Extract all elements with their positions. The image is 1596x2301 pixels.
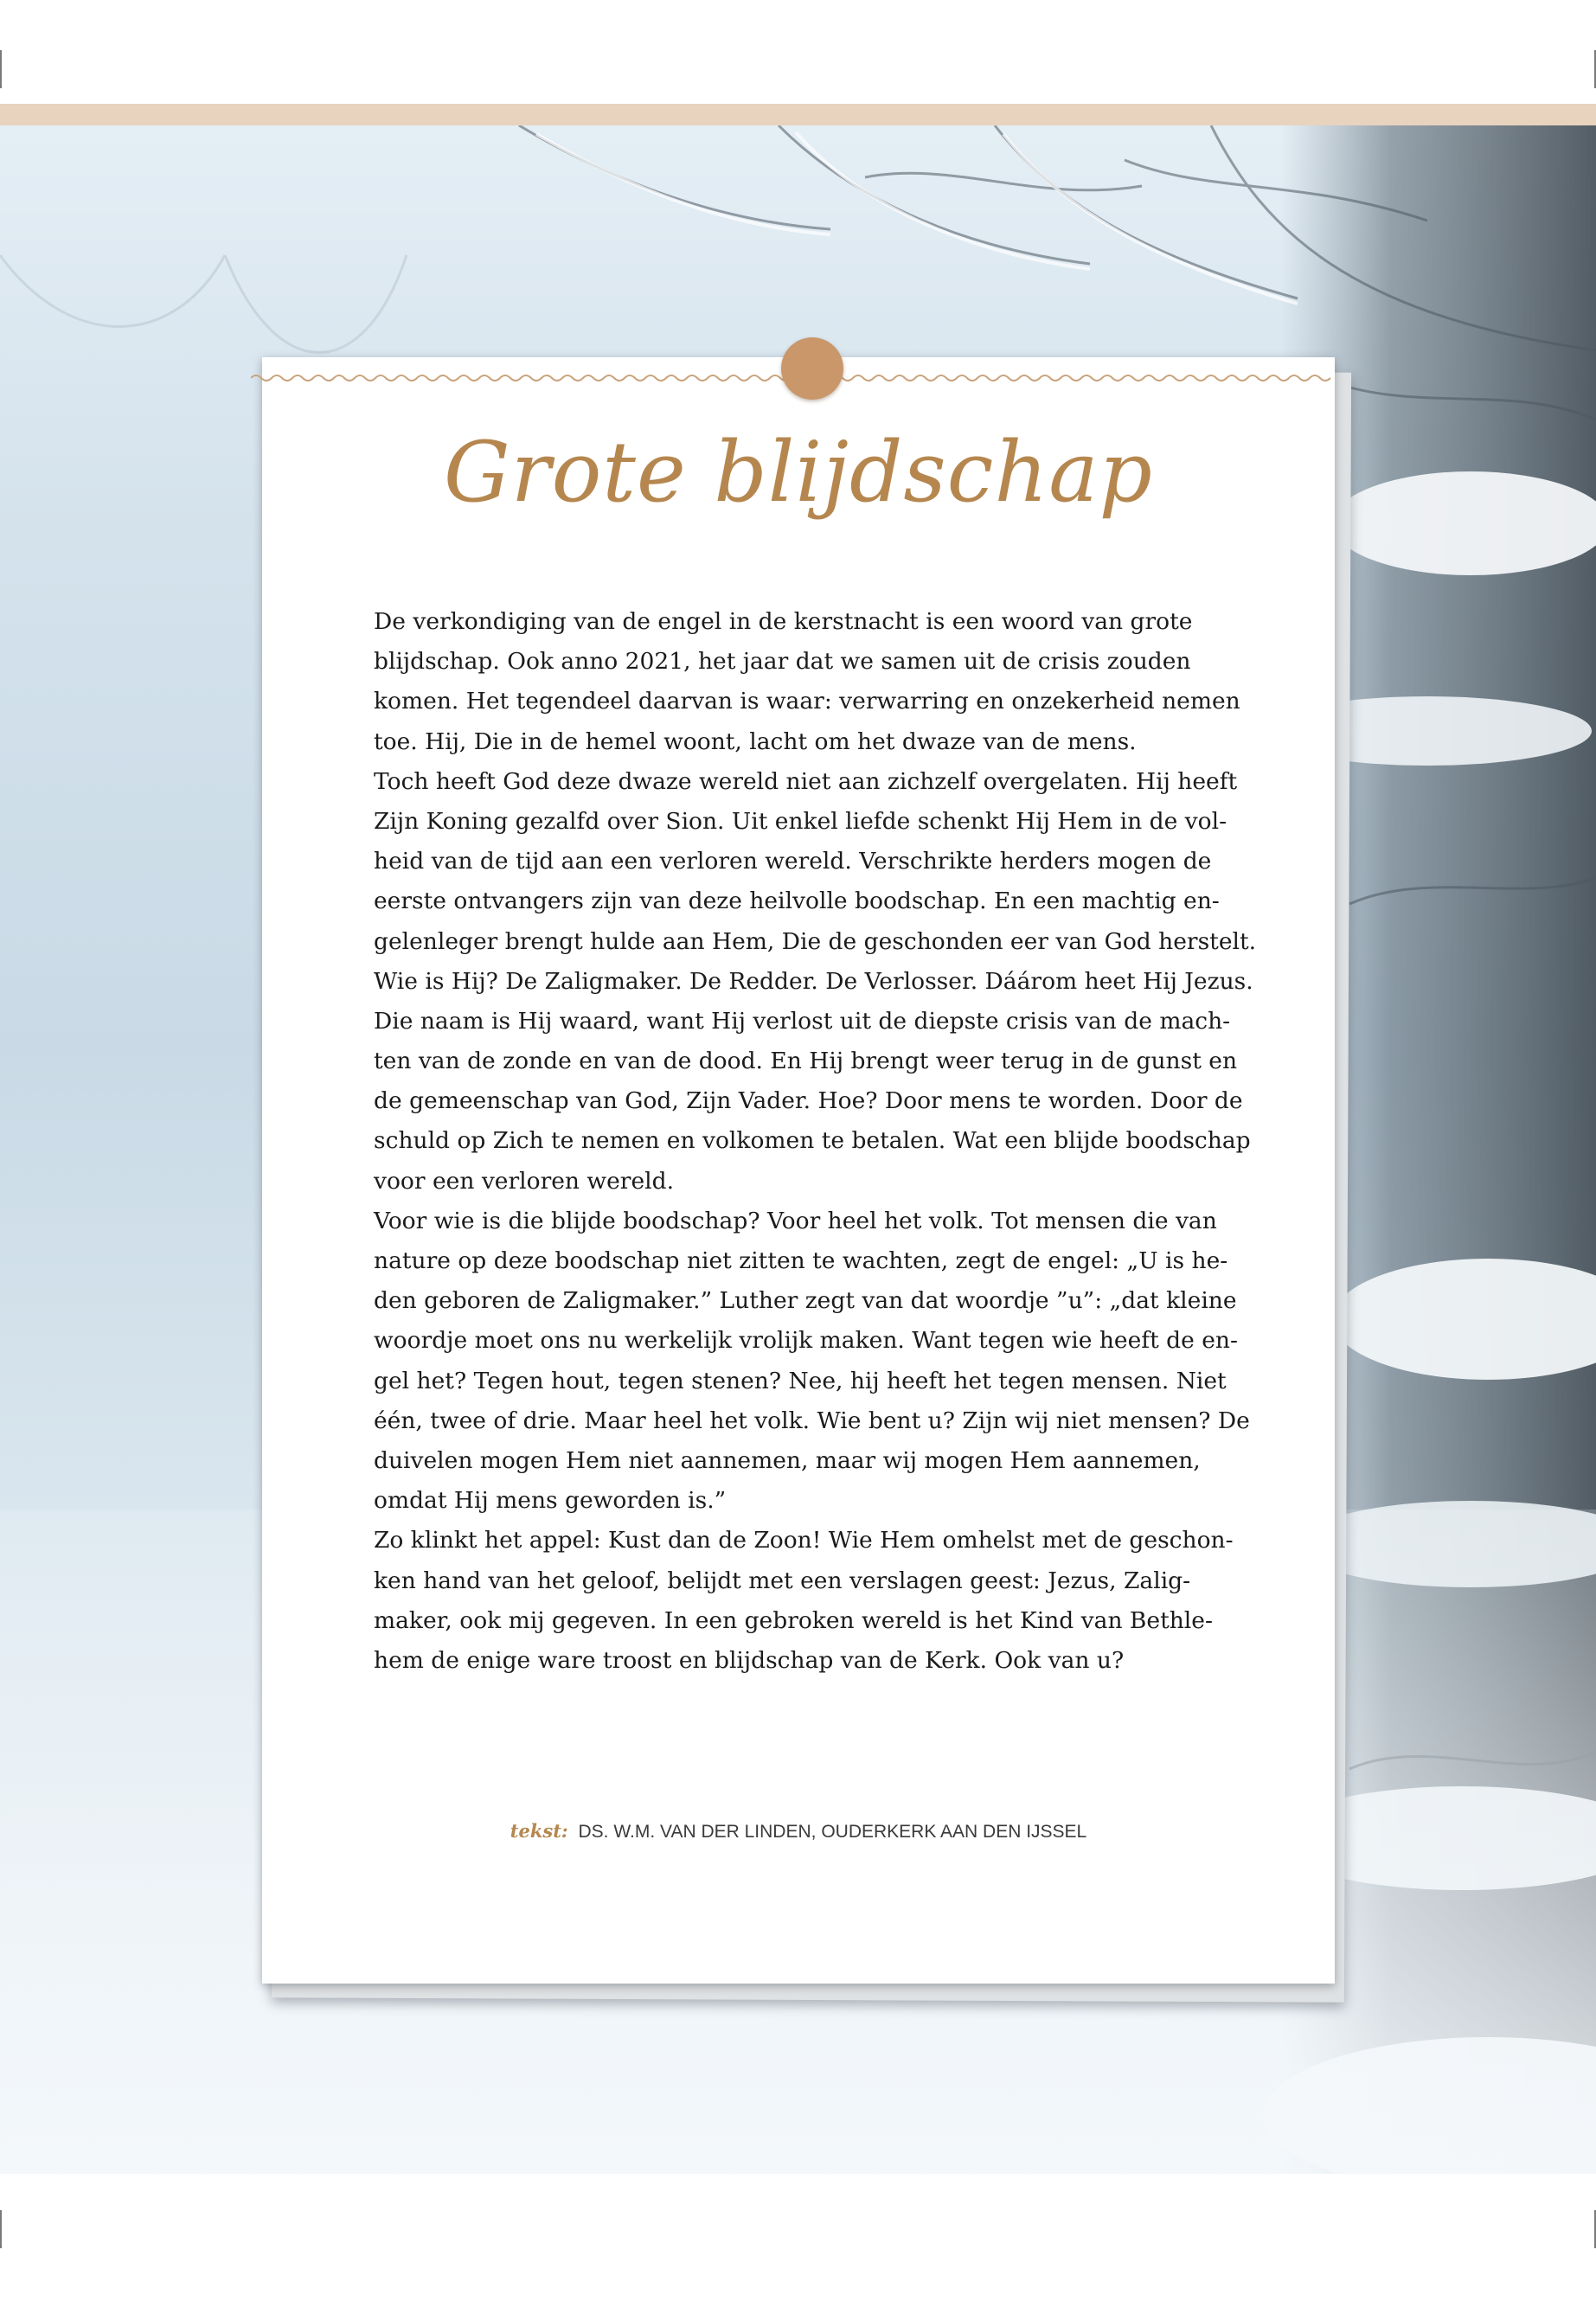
body-line: Zijn Koning gezalfd over Sion. Uit enkel liefde schenkt Hij Hem in de vol-	[374, 807, 1227, 835]
crop-mark-bottom-left	[0, 2210, 2, 2248]
body-line: blijdschap. Ook anno 2021, het jaar dat we samen uit de crisis zouden	[374, 648, 1191, 676]
body-line: eerste ontvangers zijn van deze heilvolle boodschap. En een machtig en-	[374, 888, 1220, 915]
body-line: Wie is Hij? De Zaligmaker. De Redder. De Verlosser. Dáárom heet Hij Jezus.	[374, 967, 1253, 995]
pin-dot-decoration	[781, 337, 843, 400]
body-line: den geboren de Zaligmaker.” Luther zegt van dat woordje ”u”: „dat kleine	[374, 1287, 1237, 1315]
body-line: hem de enige ware troost en blijdschap van de Kerk. Ook van u?	[374, 1646, 1125, 1674]
body-line: voor een verloren wereld.	[374, 1167, 674, 1195]
body-line: heid van de tijd aan een verloren wereld. Verschrikte herders mogen de	[374, 848, 1212, 875]
body-line: woordje moet ons nu werkelijk vrolijk maken. Want tegen wie heeft de en-	[374, 1327, 1238, 1355]
body-line: schuld op Zich te nemen en volkomen te betalen. Wat een blijde boodschap	[374, 1127, 1251, 1155]
top-color-band	[0, 104, 1596, 125]
author-credit	[262, 1820, 1335, 1843]
body-line: Toch heeft God deze dwaze wereld niet aan zichzelf overgelaten. Hij heeft	[374, 767, 1238, 795]
body-line: één, twee of drie. Maar heel het volk. Wie bent u? Zijn wij niet mensen? De	[374, 1407, 1250, 1434]
credit-text: DS. W.M. VAN DER LINDEN, OUDERKERK AAN DEN IJSSEL	[578, 1822, 1087, 1842]
body-line: Voor wie is die blijde boodschap? Voor heel het volk. Tot mensen die van	[374, 1207, 1217, 1234]
body-line: De verkondiging van de engel in de kerstnacht is een woord van grote	[374, 608, 1193, 635]
body-line: gel het? Tegen hout, tegen stenen? Nee, hij heeft het tegen mensen. Niet	[374, 1367, 1227, 1394]
article-title: Grote blijdschap	[444, 424, 1153, 521]
body-line: duivelen mogen Hem niet aannemen, maar wij mogen Hem aannemen,	[374, 1446, 1201, 1474]
body-line: toe. Hij, Die in de hemel woont, lacht om het dwaze van de mens.	[374, 727, 1137, 755]
body-line: ten van de zonde en van de dood. En Hij brengt weer terug in de gunst en	[374, 1048, 1238, 1075]
body-line: komen. Het tegendeel daarvan is waar: verwarring en onzekerheid nemen	[374, 688, 1240, 715]
body-line: nature op deze boodschap niet zitten te wachten, zegt de engel: „U is he-	[374, 1247, 1228, 1274]
body-line: omdat Hij mens geworden is.”	[374, 1487, 727, 1515]
body-line: Die naam is Hij waard, want Hij verlost uit de diepste crisis van de mach-	[374, 1007, 1231, 1035]
article-body	[374, 602, 1257, 1681]
body-line: gelenleger brengt hulde aan Hem, Die de geschonden eer van God herstelt.	[374, 927, 1257, 955]
body-line: de gemeenschap van God, Zijn Vader. Hoe? Door mens te worden. Door de	[374, 1087, 1243, 1115]
body-line: Zo klinkt het appel: Kust dan de Zoon! Wie Hem omhelst met de geschon-	[374, 1527, 1234, 1554]
body-line: ken hand van het geloof, belijdt met een verslagen geest: Jezus, Zalig-	[374, 1567, 1191, 1594]
body-line: maker, ook mij gegeven. In een gebroken wereld is het Kind van Bethle-	[374, 1606, 1213, 1634]
credit-label: tekst:	[510, 1820, 568, 1842]
crop-mark-top-left	[0, 50, 2, 88]
